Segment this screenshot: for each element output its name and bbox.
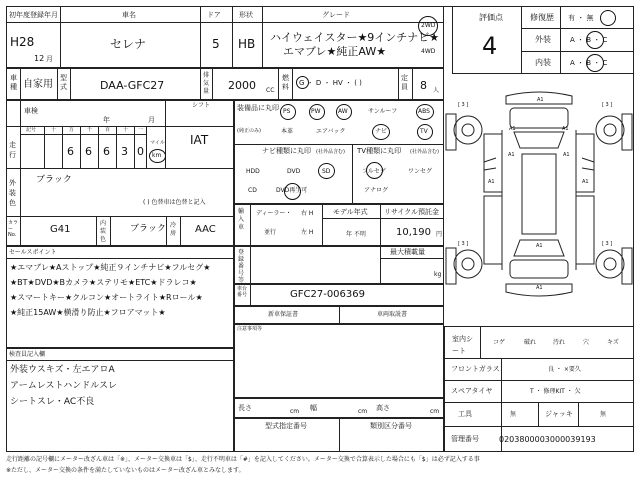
type-label: 型式 [60, 74, 67, 91]
panel-label: A1 [536, 243, 543, 249]
kg-unit: kg [434, 271, 442, 278]
navi-dvd: DVD [287, 168, 301, 175]
seat-opt-scratch: キズ [607, 339, 619, 346]
grade-label: グレード [322, 11, 350, 19]
bracket-left: [ 3 ] [458, 241, 469, 247]
displacement-label: 排気量 [203, 72, 210, 95]
panel-label: A1 [563, 152, 570, 158]
inspect-label: 車検 [24, 107, 38, 115]
interior-grade-label: 内装 [535, 58, 551, 67]
recycle-label: リサイクル預託金 [384, 208, 440, 216]
new-warranty: 新車保証書 [268, 311, 299, 318]
color-code-label: カラー No. [8, 220, 19, 238]
mileage-label: 走行 [9, 141, 16, 159]
jack-label: ジャッキ [545, 410, 573, 418]
exterior-color-label: 外装色 [9, 179, 16, 207]
ac-label: 冷房 [170, 222, 177, 237]
month: 12 [34, 54, 45, 63]
vehicle-row [6, 68, 444, 100]
vehicle-label: 車種 [10, 74, 17, 91]
era-year: H28 [10, 35, 35, 49]
first-reg-label: 初年度登録年月 [9, 11, 58, 19]
mileage-digit: 6 [67, 145, 74, 158]
capacity: 8 [420, 79, 427, 92]
left-hand: 左 H [301, 229, 314, 236]
panel-label: A1 [536, 285, 543, 291]
inspector-line: アームレストハンドルスレ [10, 381, 118, 391]
shape: HB [238, 37, 256, 51]
type-no-label: 型式指定番号 [265, 422, 307, 430]
sales-line: ★エマブレ★Aストップ★純正９インチナビ★フルセグ★ [10, 263, 211, 272]
equip-ps: PS [283, 108, 291, 115]
manage-label: 管理番号 [451, 435, 479, 443]
import-dealer: ディーラー・ [256, 210, 292, 217]
equip-airbag: エアバック [316, 128, 346, 135]
sales-title: セールスポイント [9, 249, 57, 256]
equip-leather: 本革 [281, 128, 294, 135]
color-code: G41 [50, 224, 71, 235]
digit-unit-man: 万 [69, 127, 75, 133]
navi-dvd-play: DVD再生可 [276, 187, 308, 194]
owner-manual: 車両取説書 [377, 311, 408, 318]
bracket-right: [ 3 ] [602, 241, 613, 247]
inspect-month-label: 月 [148, 116, 155, 124]
vin-label: 車台番号 [237, 286, 248, 298]
digit-unit-juu: 十 [123, 127, 129, 133]
tv-oneseg: ワンセグ [408, 168, 433, 175]
exterior-color: ブラック [36, 175, 72, 185]
right-hand: 右 H [301, 210, 314, 217]
height-unit: cm [430, 408, 440, 415]
equip-pw: PW [311, 108, 321, 115]
tv-analog: アナログ [364, 187, 389, 194]
equip-tv: TV [420, 128, 428, 135]
shift: IAT [190, 133, 209, 147]
capacity-unit: 人 [433, 87, 440, 94]
spare-options: T ・ 修理KIT ・ 欠 [530, 388, 581, 395]
score: 4 [482, 32, 498, 60]
sales-line: ★BT★DVD★Bカメラ★ステリモ★ETC★ドラレコ★ [10, 278, 197, 287]
mileage-digit: 3 [121, 145, 128, 158]
panel-label: A1 [488, 179, 495, 185]
inspector-line: シートスレ・AC不良 [10, 397, 95, 407]
door-label: ドア [207, 11, 221, 19]
score-label: 評価点 [479, 13, 503, 22]
inspector-line: 外装ウスキズ・左エアロA [10, 365, 115, 375]
navi-sd: SD [322, 168, 331, 175]
bracket-right: [ 3 ] [602, 102, 613, 108]
tools-label: 工具 [458, 410, 472, 418]
vin: GFC27-006369 [290, 289, 365, 300]
repair-options: 有 ・ 無 [568, 14, 594, 22]
manage-number: 0203800003000039193 [499, 435, 596, 444]
length-label: 長さ [238, 404, 252, 412]
month-suffix: 月 [46, 55, 53, 63]
panel-label: A1 [562, 126, 569, 132]
interior-b-circle [586, 54, 604, 72]
panel-label: A1 [537, 97, 544, 103]
cc-unit: CC [266, 87, 275, 94]
color-note: ( ) 色替車は色替と記入 [143, 199, 206, 206]
dimensions-block [234, 398, 444, 418]
fuel-label: 燃料 [282, 74, 289, 91]
drive-2wd: 2WD [421, 22, 436, 29]
inspect-year-label: 年 [103, 116, 110, 124]
mileage-digit: 0 [137, 145, 144, 158]
bracket-left: [ 3 ] [458, 102, 469, 108]
mileage-digit: 6 [103, 145, 110, 158]
tv-title: TV種類に丸印 [357, 147, 402, 155]
navi-title: ナビ種類に丸印 [262, 147, 311, 155]
panel-label: A1 [582, 179, 589, 185]
car-name-label: 車名 [122, 11, 136, 19]
repair-label: 修復歴 [530, 13, 554, 22]
seat-label: 室内シート [452, 335, 473, 355]
width-label: 幅 [310, 404, 317, 412]
equip-abs: ABS [418, 108, 430, 115]
panel-label: A1 [509, 126, 516, 132]
caution-block [234, 324, 444, 398]
sales-line: ★純正15AW★横滑り防止★フロアマット★ [10, 308, 166, 317]
car-name: セレナ [110, 37, 147, 51]
usage: 自家用 [23, 79, 53, 90]
footer-note-2: ※ただし、メーター交換の条件を満たしていないものはメーター改ざん車とみなします。 [6, 467, 245, 474]
navi-hdd: HDD [246, 168, 260, 175]
digit-unit-ichi: 一 [138, 127, 144, 133]
navi-cd: CD [248, 187, 257, 194]
import-label: 輸入車 [238, 208, 245, 231]
ac-type: AAC [195, 224, 216, 235]
car-diagram [444, 74, 634, 326]
interior-color-label: 内装色 [100, 220, 107, 243]
grade-line-2: エマブレ★純正AW★ [283, 45, 387, 58]
reg-label: 登録番号等 [238, 249, 245, 284]
inspector-title: 検査員記入欄 [9, 351, 46, 358]
capacity-label: 定員 [401, 74, 408, 91]
import-parallel: 並行 [264, 229, 277, 236]
interior-color: ブラック [130, 224, 166, 234]
seat-opt-burn: コゲ [493, 339, 506, 346]
exterior-grade-label: 外装 [535, 35, 551, 44]
tv-fullseg: フルセグ [362, 168, 386, 175]
digit-unit-sen: 千 [87, 127, 93, 133]
load-label: 最大積載量 [390, 248, 425, 256]
drive-4wd: 4WD [421, 48, 436, 55]
equip-sunroof: サンルーフ [368, 108, 398, 115]
repair-none-circle [600, 10, 616, 26]
model-year-value: 年 不明 [346, 231, 366, 238]
glass-options: 良 ・ ×要久 [548, 366, 581, 373]
equipment-subtitle: (純正のみ) [237, 128, 261, 134]
caution-label: 注意事項等 [237, 326, 263, 332]
km-label: km [152, 152, 162, 159]
equipment-title: 装備品に丸印 [237, 104, 279, 112]
length-unit: cm [290, 408, 300, 415]
interior-options: A ・ B ・ C [570, 59, 608, 67]
yen-unit: 円 [436, 231, 443, 238]
class-no-label: 類別区分番号 [370, 422, 412, 430]
fuel-options: G ・ D ・ HV ・ ( ) [299, 79, 362, 87]
shape-label: 形状 [239, 11, 253, 19]
digit-unit-10man: 十 [51, 127, 57, 133]
seat-opt-stain: 汚れ [553, 339, 566, 346]
mile-label: マイル [150, 140, 165, 146]
panel-label: A1 [508, 152, 515, 158]
navi-note: (社外品含む) [316, 149, 345, 155]
equip-navi: ナビ [375, 128, 388, 135]
exterior-options: A ・ B ・ C [570, 36, 608, 44]
footer-note-1: 走行距離の記号欄にメーター改ざん車は「※」、メーター交換車は「$」、走行不明車は「#」を記入してください。メーター交換で合算表示した場合にも「$」は必ず記入する事 [6, 456, 480, 463]
tv-note: (社外品含む) [410, 149, 439, 155]
spare-label: スペアタイヤ [451, 387, 493, 395]
seat-opt-hole: 穴 [583, 339, 590, 346]
width-unit: cm [358, 408, 368, 415]
jack-value: 無 [600, 411, 607, 418]
model-code: DAA-GFC27 [100, 79, 165, 92]
seat-opt-tear: 破れ [524, 339, 537, 346]
doors: 5 [212, 37, 220, 51]
shift-label: シフト [192, 102, 211, 109]
sales-line: ★スマートキー★クルコン★オートライト★Rロール★ [10, 293, 203, 302]
mileage-digit: 6 [85, 145, 92, 158]
recycle-value: 10,190 [396, 227, 431, 238]
digit-unit-hyaku: 百 [105, 127, 111, 133]
digit-unit-sign: 記号 [26, 127, 37, 133]
model-year-label: モデル年式 [333, 208, 368, 216]
equip-aw: AW [338, 108, 348, 115]
glass-label: フロントガラス [451, 365, 500, 373]
exterior-b-circle [586, 31, 604, 49]
height-label: 高さ [376, 404, 390, 412]
grade-line-1: ハイウェイスター★9インチナビ★ [270, 31, 440, 44]
tools-value: 無 [510, 411, 517, 418]
displacement: 2000 [228, 79, 256, 92]
